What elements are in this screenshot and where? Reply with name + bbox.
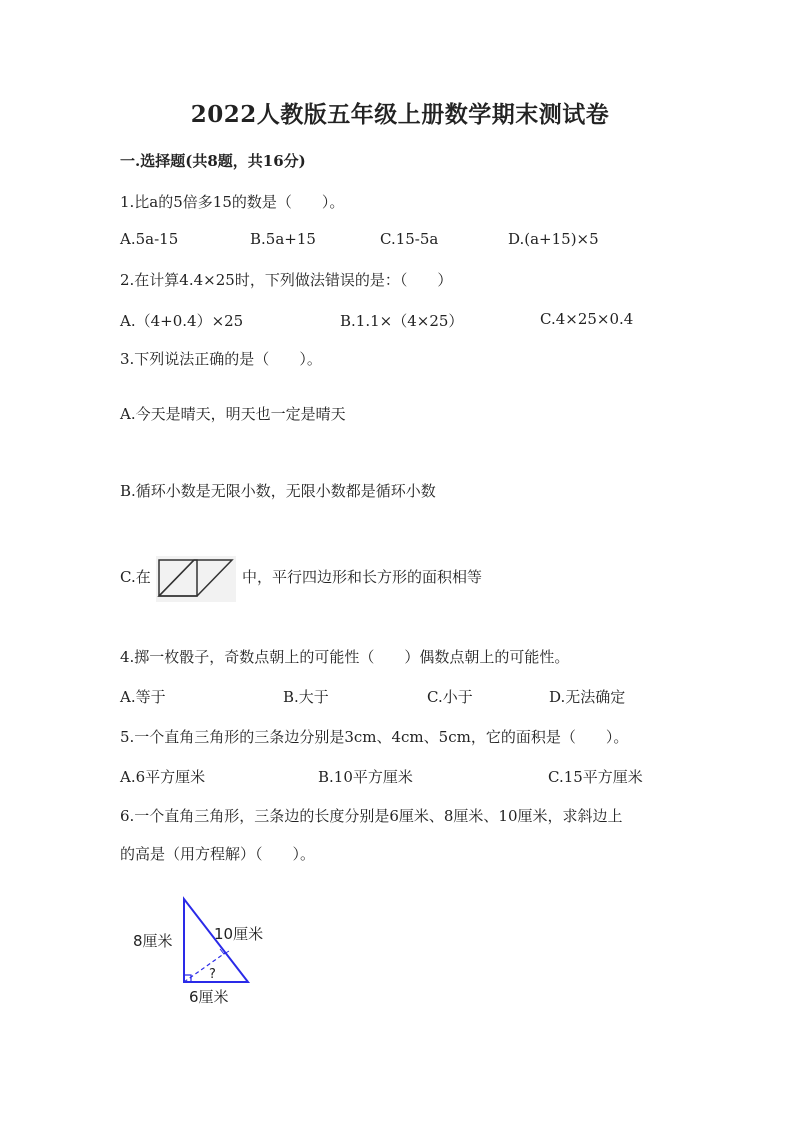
q4-option-d: D.无法确定 <box>549 688 626 706</box>
label-bottom-side: 6厘米 <box>189 988 229 1006</box>
label-hypotenuse: 10厘米 <box>214 925 264 943</box>
q4-option-c: C.小于 <box>427 688 473 706</box>
question-4: 4.掷一枚骰子，奇数点朝上的可能性（ ）偶数点朝上的可能性。 <box>120 648 570 666</box>
q3-option-b: B.循环小数是无限小数，无限小数都是循环小数 <box>120 482 436 500</box>
q3-option-c-suffix: 中，平行四边形和长方形的面积相等 <box>242 568 483 586</box>
q1-option-a: A.5a-15 <box>120 230 179 248</box>
question-5: 5.一个直角三角形的三条边分别是3cm、4cm、5cm，它的面积是（ ）。 <box>120 728 629 746</box>
q2-option-b: B.1.1×（4×25） <box>340 312 464 330</box>
q3-option-a: A.今天是晴天，明天也一定是晴天 <box>120 405 346 423</box>
parallelogram-rectangle-figure <box>156 556 236 602</box>
q3-option-c-prefix: C.在 <box>120 568 151 586</box>
page-title: 2022人教版五年级上册数学期末测试卷 <box>190 101 610 128</box>
q1-option-d: D.(a+15)×5 <box>508 230 599 248</box>
question-3: 3.下列说法正确的是（ ）。 <box>120 350 322 368</box>
question-1: 1.比a的5倍多15的数是（ ）。 <box>120 193 345 211</box>
question-6-line-2: 的高是（用方程解）（ ）。 <box>120 845 316 863</box>
q5-option-b: B.10平方厘米 <box>318 768 413 786</box>
q2-option-a: A.（4+0.4）×25 <box>120 312 244 330</box>
q1-option-b: B.5a+15 <box>250 230 316 248</box>
q5-option-c: C.15平方厘米 <box>548 768 643 786</box>
q1-option-c: C.15-5a <box>380 230 439 248</box>
question-6-line-1: 6.一个直角三角形，三条边的长度分别是6厘米、8厘米、10厘米，求斜边上 <box>120 807 623 825</box>
height-dashed-line <box>184 953 225 982</box>
label-unknown-height: ? <box>209 967 216 982</box>
q2-option-c: C.4×25×0.4 <box>540 310 634 328</box>
q5-option-a: A.6平方厘米 <box>120 768 206 786</box>
section-heading: 一.选择题(共8题，共16分) <box>120 152 306 170</box>
right-triangle-figure <box>125 890 285 1008</box>
question-2: 2.在计算4.4×25时，下列做法错误的是：（ ） <box>120 271 453 289</box>
label-left-side: 8厘米 <box>133 932 173 950</box>
q4-option-a: A.等于 <box>120 688 166 706</box>
q4-option-b: B.大于 <box>283 688 329 706</box>
